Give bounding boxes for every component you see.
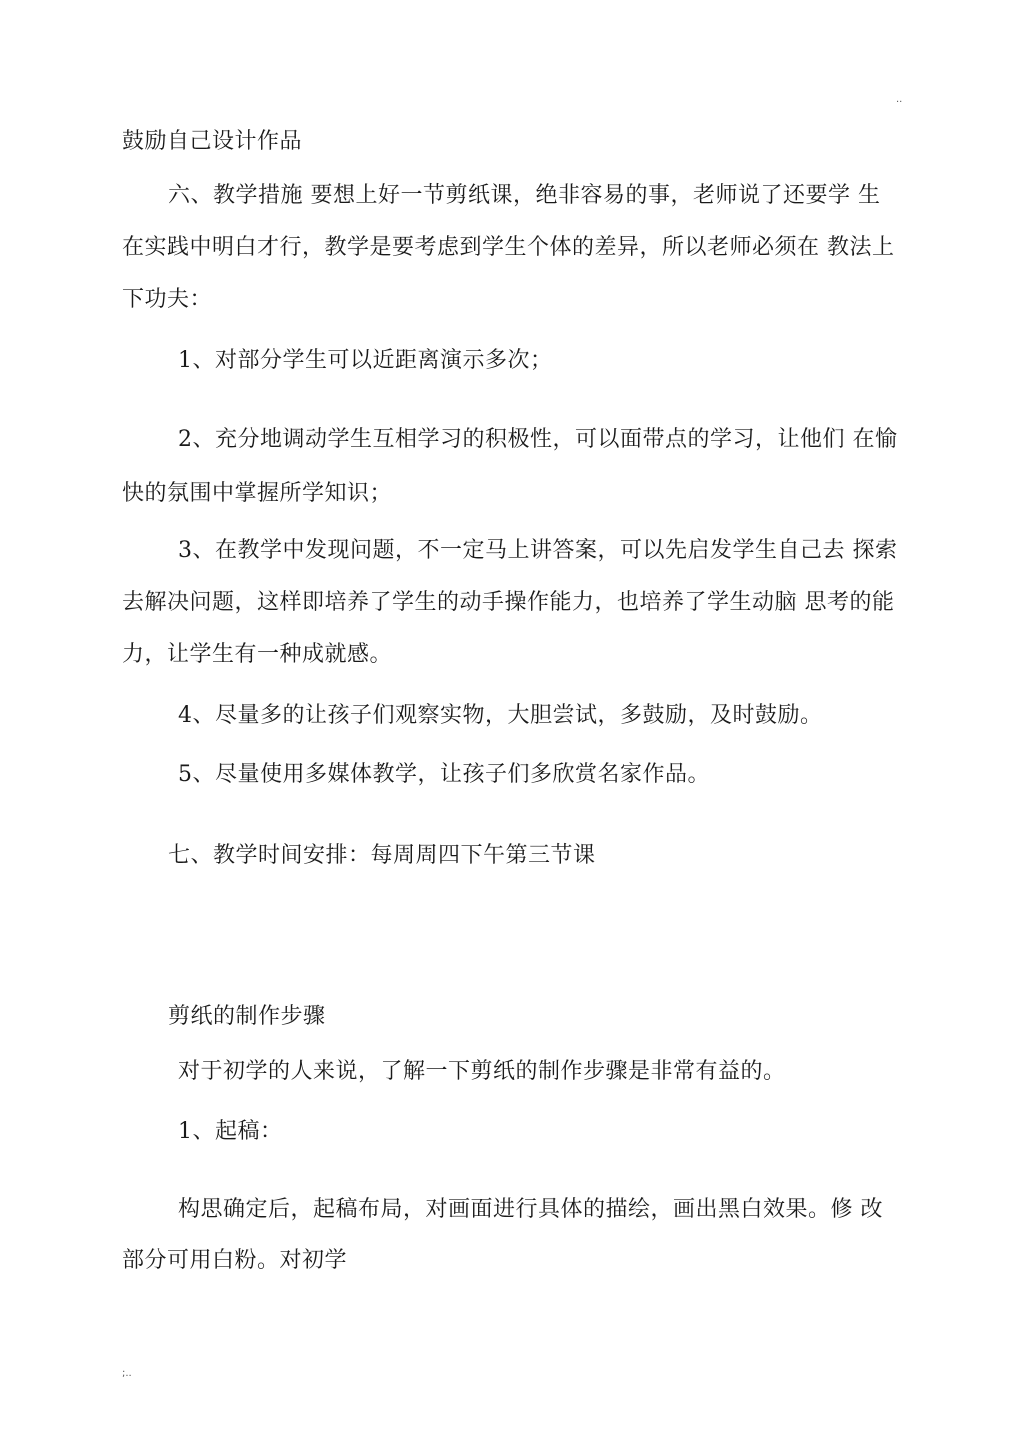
section-heading-schedule: 七、教学时间安排：每周周四下午第三节课 <box>168 843 596 868</box>
text-line: 下功夫： <box>122 287 213 312</box>
text-line: 鼓励自己设计作品 <box>122 129 303 154</box>
list-item: 1、对部分学生可以近距离演示多次； <box>178 348 553 373</box>
list-item: 2、充分地调动学生互相学习的积极性，可以面带点的学习，让他们 在愉 <box>178 427 898 452</box>
section-heading-teaching-measures: 六、教学措施 要想上好一节剪纸课，绝非容易的事，老师说了还要学 生 <box>168 183 881 208</box>
text-line: 部分可用白粉。对初学 <box>122 1248 348 1273</box>
text-line: 去解决问题，这样即培养了学生的动手操作能力，也培养了学生动脑 思考的能 <box>122 590 895 615</box>
section-heading-papercut-steps: 剪纸的制作步骤 <box>168 1004 326 1029</box>
list-item: 1、起稿： <box>178 1119 283 1144</box>
text-line: 在实践中明白才行，教学是要考虑到学生个体的差异，所以老师必须在 教法上 <box>122 235 895 260</box>
text-line: 构思确定后，起稿布局，对画面进行具体的描绘，画出黑白效果。修 改 <box>178 1197 883 1222</box>
header-mark: .. <box>896 94 903 105</box>
list-item: 5、尽量使用多媒体教学，让孩子们多欣赏名家作品。 <box>178 762 710 787</box>
text-line: 力，让学生有一种成就感。 <box>122 642 393 667</box>
list-item: 3、在教学中发现问题，不一定马上讲答案，可以先启发学生自己去 探索 <box>178 538 898 563</box>
footer-mark: ;.. <box>122 1368 132 1379</box>
list-item: 4、尽量多的让孩子们观察实物，大胆尝试，多鼓励，及时鼓励。 <box>178 703 823 728</box>
text-line: 快的氛围中掌握所学知识； <box>122 481 393 506</box>
text-line: 对于初学的人来说，了解一下剪纸的制作步骤是非常有益的。 <box>178 1059 786 1084</box>
